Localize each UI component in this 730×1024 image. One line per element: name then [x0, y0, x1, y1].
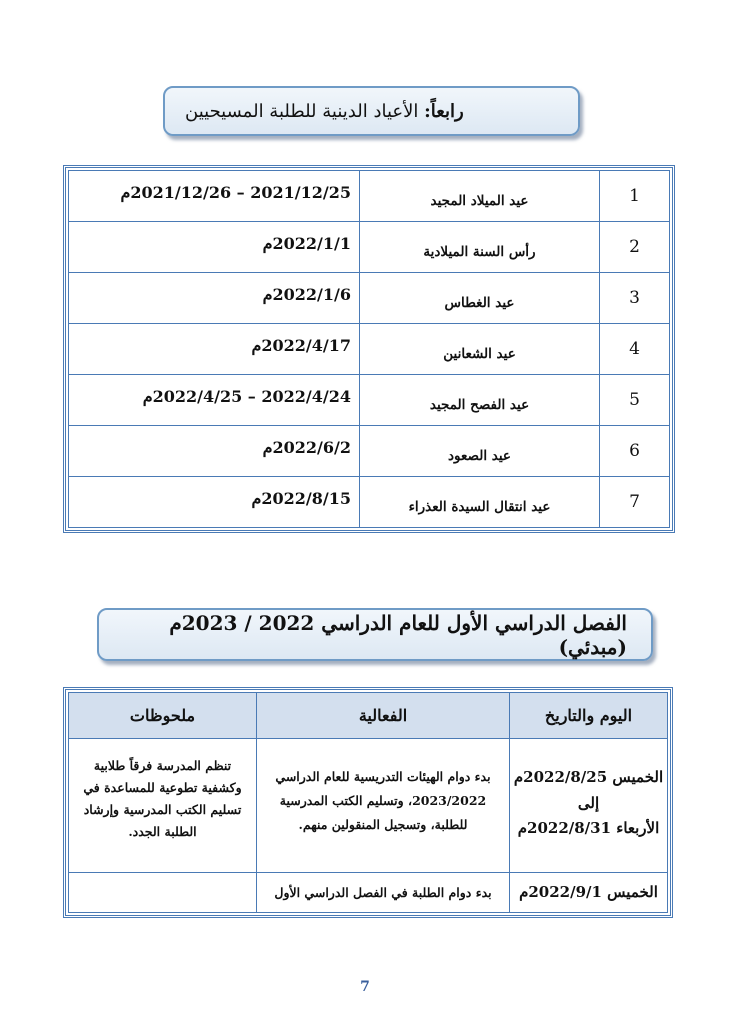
holiday-row — [69, 171, 670, 222]
holiday-row — [69, 375, 670, 426]
section-heading-title: الأعياد الدينية للطلبة المسيحيين — [185, 100, 419, 122]
holiday-name: عيد انتقال السيدة العذراء — [360, 477, 600, 528]
semester-day-cell — [510, 739, 668, 873]
semester-row — [69, 739, 668, 873]
holiday-row — [69, 222, 670, 273]
holiday-number: 6 — [600, 426, 670, 477]
holiday-date: 2022/1/6م — [69, 273, 360, 324]
holiday-name: عيد الميلاد المجيد — [360, 171, 600, 222]
holiday-date: 2021/12/25 – 2021/12/26م — [69, 171, 360, 222]
holiday-date: 2022/1/1م — [69, 222, 360, 273]
semester-heading-banner — [97, 608, 653, 661]
semester-title: الفصل الدراسي الأول للعام الدراسي 2022 / 2023م (مبدئي) — [169, 610, 627, 659]
holiday-date: 2022/6/2م — [69, 426, 360, 477]
day-start: الخميس 2022/8/25م — [513, 768, 664, 786]
semester-table — [68, 692, 668, 913]
holiday-name: عيد الصعود — [360, 426, 600, 477]
header-notes: ملحوظات — [69, 693, 257, 739]
semester-notes-cell: تنظم المدرسة فرقاً طلابية وكشفية تطوعية للمساعدة في تسليم الكتب المدرسية وإرشاد الطلبة الجدد. — [69, 739, 257, 873]
holiday-number: 3 — [600, 273, 670, 324]
holiday-name: عيد الغطاس — [360, 273, 600, 324]
holiday-row — [69, 324, 670, 375]
holiday-date: 2022/8/15م — [69, 477, 360, 528]
semester-header-row — [69, 693, 668, 739]
semester-notes-cell — [69, 873, 257, 913]
header-day: اليوم والتاريخ — [510, 693, 668, 739]
header-activity: الفعالية — [257, 693, 510, 739]
page-number: 7 — [360, 979, 370, 995]
semester-activity-cell: بدء دوام الهيئات التدريسية للعام الدراسي 2023/2022، وتسليم الكتب المدرسية للطلبة، وتسجيل المنقولين منهم. — [257, 739, 510, 873]
section-heading-banner — [163, 86, 580, 136]
holidays-table-frame — [63, 165, 675, 533]
holiday-row — [69, 273, 670, 324]
semester-activity-cell: بدء دوام الطلبة في الفصل الدراسي الأول — [257, 873, 510, 913]
holiday-date: 2022/4/24 – 2022/4/25م — [69, 375, 360, 426]
holidays-table — [68, 170, 670, 528]
holiday-row — [69, 426, 670, 477]
holiday-row — [69, 477, 670, 528]
day-to: إلى — [577, 793, 600, 812]
holiday-number: 5 — [600, 375, 670, 426]
holiday-number: 7 — [600, 477, 670, 528]
holiday-number: 1 — [600, 171, 670, 222]
semester-table-frame — [63, 687, 673, 918]
holiday-name: عيد الفصح المجيد — [360, 375, 600, 426]
section-heading-label: رابعاً: — [424, 100, 464, 122]
holiday-name: رأس السنة الميلادية — [360, 222, 600, 273]
holiday-number: 4 — [600, 324, 670, 375]
holiday-date: 2022/4/17م — [69, 324, 360, 375]
holiday-name: عيد الشعانين — [360, 324, 600, 375]
semester-row — [69, 873, 668, 913]
day-end: الأربعاء 2022/8/31م — [517, 819, 660, 837]
semester-day-cell: الخميس 2022/9/1م — [510, 873, 668, 913]
holiday-number: 2 — [600, 222, 670, 273]
